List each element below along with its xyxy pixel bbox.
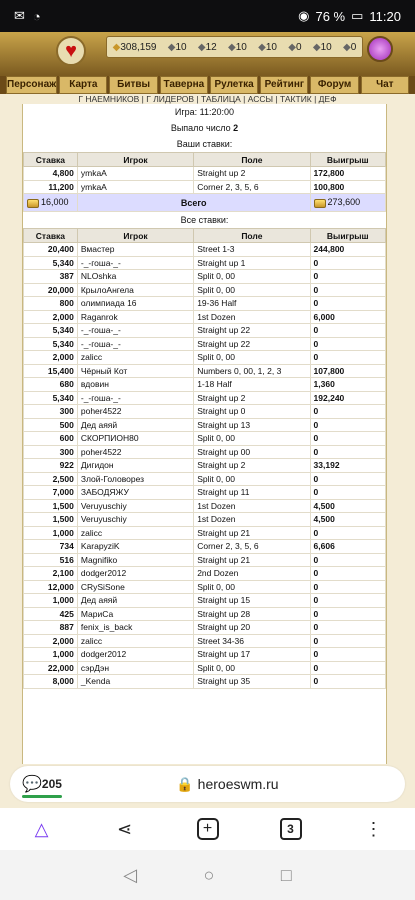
bet-field: Straight up 13 [194, 418, 310, 432]
table-row [24, 675, 386, 689]
bet-field: Straight up 21 [194, 526, 310, 540]
col-win: Выигрыш [310, 153, 385, 167]
bet-field: Numbers 0, 00, 1, 2, 3 [194, 364, 310, 378]
bet-player[interactable]: NLOshka [77, 270, 193, 284]
bet-win: 0 [310, 661, 385, 675]
resource-item: ◆0 [342, 41, 357, 53]
resource-item: ◆308,159 [112, 41, 157, 53]
tabs-button[interactable] [277, 815, 305, 843]
bet-stake: 12,000 [24, 580, 78, 594]
health-heart-icon[interactable]: ♥ [56, 36, 86, 66]
bet-win: 0 [310, 324, 385, 338]
bet-field: Straight up 35 [194, 675, 310, 689]
resource-item: ◆10 [312, 41, 332, 53]
bet-field: 1-18 Half [194, 378, 310, 392]
sulfur-icon: ◆ [258, 41, 266, 53]
bet-field: Split 0, 00 [194, 580, 310, 594]
bet-field: Straight up 1 [194, 256, 310, 270]
bet-win: 0 [310, 634, 385, 648]
wifi-icon: ◔ [32, 8, 41, 24]
bet-win: 6,606 [310, 540, 385, 554]
comment-icon[interactable]: 💬 [22, 776, 42, 793]
wood-icon: ◆ [167, 41, 176, 53]
roulette-results [22, 104, 387, 764]
winning-number: 2 [233, 123, 239, 133]
table-row [24, 445, 386, 459]
browser-toolbar [0, 808, 415, 850]
subnav-links[interactable]: Г НАЕМНИКОВ | Г ЛИДЕРОВ | ТАБЛИЦА | АССЫ | ТАКТИК | ДЕФ [78, 94, 337, 104]
gold-icon: ◆ [112, 41, 121, 53]
table-row [24, 378, 386, 392]
bet-field: Straight up 11 [194, 486, 310, 500]
bet-field: Straight up 22 [194, 324, 310, 338]
table-row [24, 418, 386, 432]
bet-win: 4,500 [310, 513, 385, 527]
table-row [24, 621, 386, 635]
bet-stake: 5,340 [24, 391, 78, 405]
bet-stake: 2,000 [24, 351, 78, 365]
bet-win: 0 [310, 432, 385, 446]
col-stake: Ставка [24, 229, 78, 243]
bet-player[interactable]: Злой-Головорез [77, 472, 193, 486]
bet-stake: 22,000 [24, 661, 78, 675]
system-nav-bar [0, 850, 415, 900]
status-bar [0, 0, 415, 32]
bet-field: Straight up 22 [194, 337, 310, 351]
browser-address-bar[interactable] [10, 766, 405, 802]
bet-win: 0 [310, 675, 385, 689]
bet-field: Split 0, 00 [194, 472, 310, 486]
table-row [24, 526, 386, 540]
bet-stake: 1,000 [24, 648, 78, 662]
battery-icon: ▭ [351, 8, 364, 23]
battery-percent: 76 % [315, 8, 346, 24]
col-player: Игрок [77, 153, 193, 167]
your-bets-caption: Ваши ставки: [176, 139, 233, 149]
bet-win: 0 [310, 594, 385, 608]
gold-icon [27, 199, 39, 208]
bet-stake: 300 [24, 405, 78, 419]
bet-player[interactable]: СКОРПИОН80 [77, 432, 193, 446]
bet-stake: 500 [24, 418, 78, 432]
bet-win: 0 [310, 337, 385, 351]
bet-win: 0 [310, 270, 385, 284]
bet-stake: 2,000 [24, 634, 78, 648]
message-icon: ✉ [14, 8, 25, 23]
total-win: 273,600 [310, 194, 385, 212]
bet-player[interactable]: poher4522 [77, 405, 193, 419]
resource-item: ◆10 [167, 41, 187, 53]
col-field: Поле [194, 153, 310, 167]
bet-player[interactable]: Дед аяяй [77, 594, 193, 608]
bet-player[interactable]: Magnifiko [77, 553, 193, 567]
bet-player[interactable]: _Kenda [77, 675, 193, 689]
bet-stake: 8,000 [24, 675, 78, 689]
bet-field: Corner 2, 3, 5, 6 [194, 540, 310, 554]
all-bets-table [23, 228, 386, 689]
bet-field: Split 0, 00 [194, 270, 310, 284]
bet-field: 19-36 Half [194, 297, 310, 311]
bet-win: 0 [310, 648, 385, 662]
bet-player[interactable]: ymkaA [77, 167, 193, 181]
bet-player[interactable]: dodger2012 [77, 567, 193, 581]
comment-indicator [22, 795, 62, 798]
table-row [24, 405, 386, 419]
bet-stake: 600 [24, 432, 78, 446]
mana-orb-icon[interactable] [367, 36, 393, 62]
bet-field: Street 1-3 [194, 243, 310, 257]
bet-player[interactable]: Raganrok [77, 310, 193, 324]
bet-field: Split 0, 00 [194, 283, 310, 297]
bet-stake: 1,500 [24, 513, 78, 527]
all-bets-caption: Все ставки: [180, 215, 229, 225]
bet-stake: 800 [24, 297, 78, 311]
bet-win: 192,240 [310, 391, 385, 405]
bet-stake: 11,200 [24, 180, 78, 194]
menu-roulette[interactable]: Рулетка [210, 76, 258, 94]
bet-stake: 516 [24, 553, 78, 567]
table-row [24, 364, 386, 378]
bet-field: Split 0, 00 [194, 432, 310, 446]
bet-player[interactable]: Дигидон [77, 459, 193, 473]
dropped-number: Выпало число 2 [170, 123, 239, 133]
bet-player[interactable]: KarapyziK [77, 540, 193, 554]
bet-win: 33,192 [310, 459, 385, 473]
table-row [24, 297, 386, 311]
your-bets-table [23, 152, 386, 212]
bet-win: 0 [310, 607, 385, 621]
bet-win: 0 [310, 283, 385, 297]
bet-win: 1,360 [310, 378, 385, 392]
bet-stake: 4,800 [24, 167, 78, 181]
ore-icon: ◆ [197, 41, 206, 53]
resource-item: ◆10 [228, 41, 247, 53]
share-icon[interactable]: ⋖ [116, 818, 133, 839]
bet-win: 0 [310, 418, 385, 432]
bet-stake: 680 [24, 378, 78, 392]
bet-stake: 734 [24, 540, 78, 554]
bet-win: 0 [310, 553, 385, 567]
gold-icon [314, 199, 326, 208]
table-row [24, 567, 386, 581]
bet-field: 2nd Dozen [194, 567, 310, 581]
eye-icon: ◉ [298, 8, 310, 23]
total-row [24, 194, 386, 212]
table-row [24, 180, 386, 194]
bet-stake: 1,000 [24, 526, 78, 540]
bet-player[interactable]: zalicc [77, 351, 193, 365]
more-menu-icon[interactable]: ⋮ [364, 818, 383, 839]
bet-stake: 300 [24, 445, 78, 459]
bet-field: 1st Dozen [194, 310, 310, 324]
bet-win: 0 [310, 405, 385, 419]
gems-icon: ◆ [312, 41, 321, 53]
bet-field: Straight up 2 [194, 167, 310, 181]
menu-tavern[interactable]: Таверна [160, 76, 208, 94]
table-row [24, 607, 386, 621]
bet-stake: 425 [24, 607, 78, 621]
new-tab-button[interactable] [194, 815, 222, 843]
clock: 11:20 [369, 8, 401, 24]
bet-win: 244,800 [310, 243, 385, 257]
bet-player[interactable]: вдовин [77, 378, 193, 392]
bet-field: Straight up 2 [194, 391, 310, 405]
bet-player[interactable]: сэрДэн [77, 661, 193, 675]
table-row [24, 432, 386, 446]
bet-field: Straight up 00 [194, 445, 310, 459]
bet-field: Straight up 28 [194, 607, 310, 621]
bet-player[interactable]: Дед аяяй [77, 418, 193, 432]
bet-stake: 887 [24, 621, 78, 635]
bet-win: 0 [310, 351, 385, 365]
bet-player[interactable]: zalicc [77, 634, 193, 648]
bet-stake: 5,340 [24, 324, 78, 338]
table-row [24, 661, 386, 675]
lock-icon: 🔒 [176, 775, 194, 792]
bet-stake: 20,400 [24, 243, 78, 257]
table-row [24, 167, 386, 181]
menu-rating[interactable]: Рейтинг [260, 76, 308, 94]
bet-player[interactable]: -_-гоша-_- [77, 391, 193, 405]
bet-player[interactable]: ЗАБОДЯЖУ [77, 486, 193, 500]
table-row [24, 351, 386, 365]
bet-field: Straight up 2 [194, 459, 310, 473]
bet-player[interactable]: Veruyuschiy [77, 513, 193, 527]
bet-stake: 7,000 [24, 486, 78, 500]
bet-win: 0 [310, 580, 385, 594]
bet-stake: 2,100 [24, 567, 78, 581]
bet-stake: 1,500 [24, 499, 78, 513]
bet-field: Straight up 0 [194, 405, 310, 419]
menu-battles[interactable]: Битвы [109, 76, 157, 94]
game-header [0, 32, 415, 76]
bet-win: 0 [310, 472, 385, 486]
table-row [24, 634, 386, 648]
bet-win: 0 [310, 445, 385, 459]
bet-win: 172,800 [310, 167, 385, 181]
bet-win: 0 [310, 526, 385, 540]
bet-win: 4,500 [310, 499, 385, 513]
bet-field: Corner 2, 3, 5, 6 [194, 180, 310, 194]
table-row [24, 472, 386, 486]
table-row [24, 324, 386, 338]
table-row [24, 499, 386, 513]
bet-win: 6,000 [310, 310, 385, 324]
main-menu [0, 76, 415, 94]
bet-player[interactable]: -_-гоша-_- [77, 256, 193, 270]
bet-stake: 2,000 [24, 310, 78, 324]
bet-player[interactable]: Veruyuschiy [77, 499, 193, 513]
bet-win: 0 [310, 567, 385, 581]
bet-player[interactable]: Вмастер [77, 243, 193, 257]
bet-player[interactable]: CRySiSone [77, 580, 193, 594]
bet-field: Straight up 17 [194, 648, 310, 662]
menu-chat[interactable]: Чат [361, 76, 409, 94]
plus-icon: + [197, 818, 219, 840]
bet-stake: 2,500 [24, 472, 78, 486]
bet-player[interactable]: КрылоАнгела [77, 283, 193, 297]
col-stake: Ставка [24, 153, 78, 167]
table-row [24, 594, 386, 608]
url-field[interactable]: 🔒 heroeswm.ru [176, 775, 279, 792]
table-row [24, 310, 386, 324]
bet-player[interactable]: -_-гоша-_- [77, 337, 193, 351]
menu-character[interactable]: Персонаж [6, 76, 57, 94]
bet-stake: 922 [24, 459, 78, 473]
back-icon[interactable]: ◁ [123, 864, 138, 885]
total-label: Всего [77, 194, 310, 212]
table-row [24, 648, 386, 662]
table-row [24, 270, 386, 284]
table-row [24, 459, 386, 473]
table-row [24, 337, 386, 351]
recents-icon[interactable]: □ [280, 864, 292, 885]
bet-field: Split 0, 00 [194, 351, 310, 365]
bet-stake: 5,340 [24, 256, 78, 270]
bet-field: 1st Dozen [194, 513, 310, 527]
bet-win: 0 [310, 297, 385, 311]
alice-assistant-icon[interactable]: △ [34, 818, 49, 839]
table-row [24, 391, 386, 405]
bet-stake: 20,000 [24, 283, 78, 297]
comment-count[interactable]: 205 [41, 777, 62, 791]
menu-forum[interactable]: Форум [310, 76, 358, 94]
table-row [24, 486, 386, 500]
bet-win: 0 [310, 486, 385, 500]
crystal-icon: ◆ [288, 41, 296, 53]
table-row [24, 540, 386, 554]
table-row [24, 513, 386, 527]
bet-field: 1st Dozen [194, 499, 310, 513]
bet-player[interactable]: dodger2012 [77, 648, 193, 662]
bet-stake: 5,340 [24, 337, 78, 351]
col-player: Игрок [77, 229, 193, 243]
bet-player[interactable]: Чёрный Кот [77, 364, 193, 378]
table-row [24, 256, 386, 270]
bet-field: Straight up 21 [194, 553, 310, 567]
bet-stake: 1,000 [24, 594, 78, 608]
bet-field: Street 34-36 [194, 634, 310, 648]
table-row [24, 243, 386, 257]
bet-player[interactable]: zalicc [77, 526, 193, 540]
table-row [24, 580, 386, 594]
resource-item: ◆10 [258, 41, 277, 53]
bet-player[interactable]: -_-гоша-_- [77, 324, 193, 338]
home-icon[interactable]: ○ [203, 864, 215, 885]
resource-bar [106, 36, 363, 58]
table-row [24, 553, 386, 567]
bet-stake: 387 [24, 270, 78, 284]
mercury-icon: ◆ [228, 41, 236, 53]
bet-win: 107,800 [310, 364, 385, 378]
bet-win: 0 [310, 621, 385, 635]
bet-player[interactable]: МариСа [77, 607, 193, 621]
col-field: Поле [194, 229, 310, 243]
bet-win: 100,800 [310, 180, 385, 194]
resource-item: ◆0 [288, 41, 302, 53]
bet-field: Straight up 20 [194, 621, 310, 635]
bet-player[interactable]: fenix_is_back [77, 621, 193, 635]
bet-player[interactable]: ymkaA [77, 180, 193, 194]
bet-player[interactable]: олимпиада 16 [77, 297, 193, 311]
tabs-count: 3 [280, 818, 302, 840]
diamond-icon: ◆ [342, 41, 351, 53]
bet-player[interactable]: poher4522 [77, 445, 193, 459]
bet-field: Split 0, 00 [194, 661, 310, 675]
menu-map[interactable]: Карта [59, 76, 107, 94]
total-stake: 16,000 [24, 194, 78, 212]
bet-win: 0 [310, 256, 385, 270]
bet-stake: 15,400 [24, 364, 78, 378]
resource-item: ◆12 [197, 41, 217, 53]
bet-field: Straight up 15 [194, 594, 310, 608]
game-time: Игра: 11:20:00 [174, 107, 235, 117]
table-row [24, 283, 386, 297]
col-win: Выигрыш [310, 229, 385, 243]
